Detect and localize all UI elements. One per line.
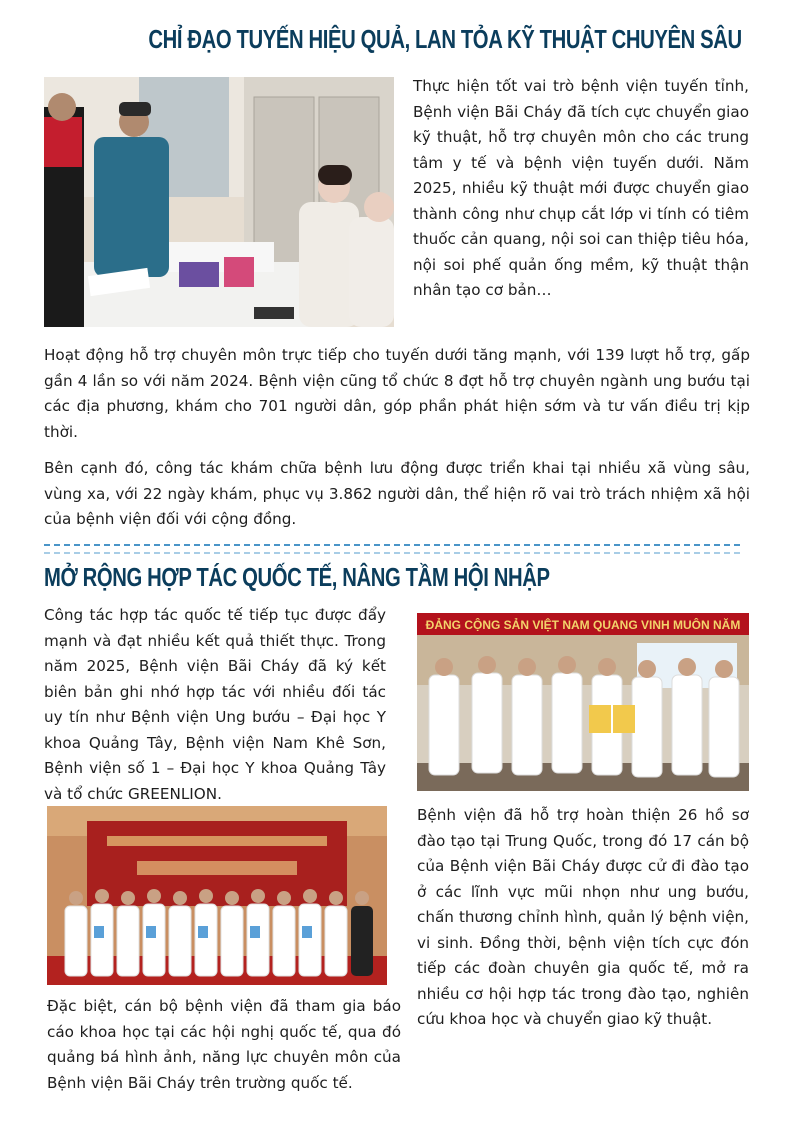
photo-training-delegation bbox=[47, 806, 387, 985]
photo-outreach-clinic bbox=[44, 77, 394, 327]
photo-mou-signing bbox=[417, 613, 749, 791]
training-paragraph: Bệnh viện đã hỗ trợ hoàn thiện 26 hồ sơ đào tạo tại Trung Quốc, trong đó 17 cán bộ của Bệnh viện Bãi Cháy được cử đi đào tạo ở các lĩnh vực mũi nhọn như ung bướu, chấn thương chỉnh hình, quản lý bệnh viện, vi sinh. Đồng thời, bệnh viện tích cực đón tiếp các đoàn chuyên gia quốc tế, mở ra nhiều cơ hội hợp tác trong đào tạo, nghiên cứu khoa học và chuyển giao kỹ thuật. bbox=[417, 806, 749, 1028]
cooperation-paragraph: Công tác hợp tác quốc tế tiếp tục được đẩy mạnh và đạt nhiều kết quả thiết thực. Trong năm 2025, Bệnh viện Bãi Cháy đã ký kết biên bản ghi nhớ hợp tác với nhiều đối tác uy tín như Bệnh viện Ung bướu – Đại học Y khoa Quảng Tây, Bệnh viện Nam Khê Sơn, Bệnh viện số 1 – Đại học Y khoa Quảng Tây và tổ chức GREENLION. bbox=[44, 606, 386, 803]
support-activities-paragraph: Hoạt động hỗ trợ chuyên môn trực tiếp cho tuyến dưới tăng mạnh, với 139 lượt hỗ trợ, gấp gần 4 lần so với năm 2024. Bệnh viện cũng tổ chức 8 đợt hỗ trợ chuyên ngành ung bướu tại các địa phương, khám cho 701 người dân, góp phần phát hiện sớm và tư vấn điều trị kịp thời. bbox=[44, 346, 750, 441]
intro-paragraph: Thực hiện tốt vai trò bệnh viện tuyến tỉnh, Bệnh viện Bãi Cháy đã tích cực chuyển giao kỹ thuật, hỗ trợ chuyên môn cho các trung tâm y tế và bệnh viện tuyến dưới. Năm 2025, nhiều kỹ thuật mới được chuyển giao thành công như chụp cắt lớp vi tính có tiêm thuốc cản quang, nội soi can thiệp tiêu hóa, nội soi phế quản ống mềm, kỹ thuật thận nhân tạo cơ bản… bbox=[413, 77, 749, 299]
mobile-clinic-paragraph: Bên cạnh đó, công tác khám chữa bệnh lưu động được triển khai tại nhiều xã vùng sâu, vùng xa, với 22 ngày khám, phục vụ 3.862 người dân, thể hiện rõ vai trò trách nhiệm xã hội của bệnh viện đối với cộng đồng. bbox=[44, 459, 750, 528]
section-title-technical-guidance: CHỈ ĐẠO TUYẾN HIỆU QUẢ, LAN TỎA KỸ THUẬT CHUYÊN SÂU bbox=[148, 24, 742, 54]
section-divider bbox=[44, 544, 740, 554]
conference-paragraph: Đặc biệt, cán bộ bệnh viện đã tham gia báo cáo khoa học tại các hội nghị quốc tế, qua đó quảng bá hình ảnh, năng lực chuyên môn của Bệnh viện Bãi Cháy trên trường quốc tế. bbox=[47, 997, 401, 1092]
section-title-international-cooperation: MỞ RỘNG HỢP TÁC QUỐC TẾ, NÂNG TẦM HỘI NHẬP bbox=[44, 562, 550, 592]
banner-text: ĐẢNG CỘNG SẢN VIỆT NAM QUANG VINH MUÔN NĂM bbox=[425, 618, 741, 632]
